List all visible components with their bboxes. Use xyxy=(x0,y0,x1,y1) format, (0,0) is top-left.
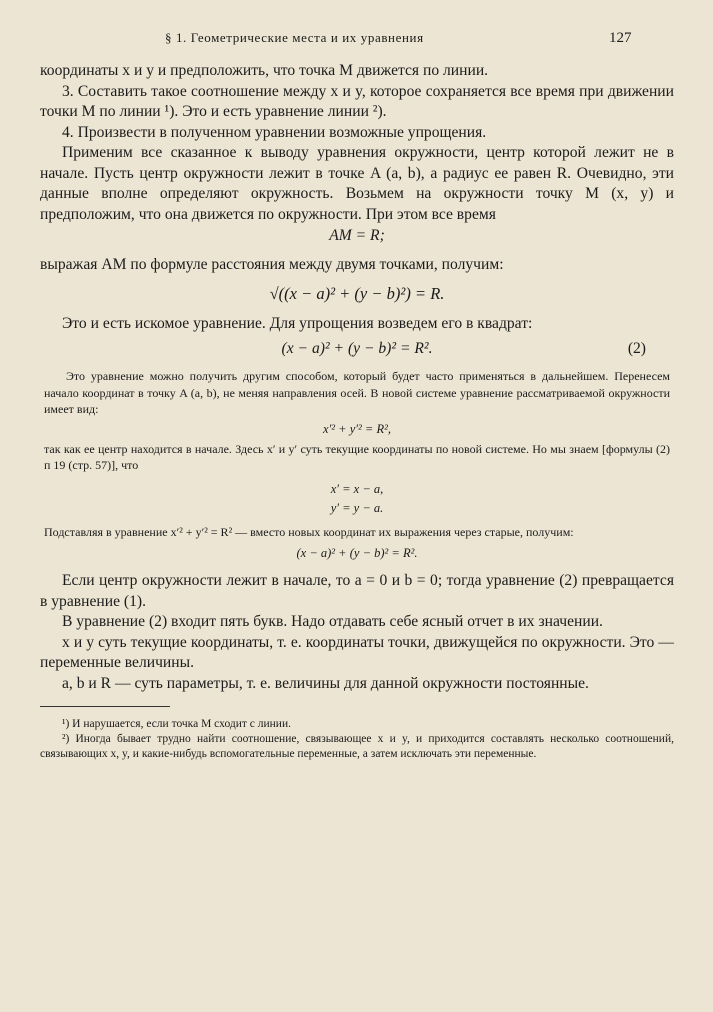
equation-number: (2) xyxy=(627,340,646,357)
page-number: 127 xyxy=(609,30,632,46)
equation-circle-text: (x − a)² + (y − b)² = R². xyxy=(281,340,433,357)
equation-circle xyxy=(40,340,674,358)
small-equation-y: y′ = y − a. xyxy=(330,500,384,515)
paragraph-8: В уравнение (2) входит пять букв. Надо отдавать себе ясный отчет в их значении. xyxy=(62,613,603,630)
small-equation-x: x′ = x − a, xyxy=(330,481,384,496)
small-paragraph-3: Подставляя в уравнение x′² + y′² = R² — вместо новых координат их выражения через старые, получим: xyxy=(44,524,574,539)
footnote-2: ²) Иногда бывает трудно найти соотношение, связывающее x и y, и приходится составлять несколько соотношений, связывающих x, y, и какие-нибудь вспомогательные переменные, а затем исключать эти переменные. xyxy=(40,733,674,760)
paragraph-4: Применим все сказанное к выводу уравнения окружности, центр которой лежит не в начале. Пусть центр окружности лежит в точке A (a, b), а радиус ее равен R. Очевидно, эти данные вполне определяют окружность. Возьмем на окружности точку M (x, y) и предположим, что она движется по окружности. При этом все время xyxy=(40,144,674,223)
paragraph-3: 4. Произвести в полученном уравнении возможные упрощения. xyxy=(62,123,487,141)
running-header xyxy=(0,30,713,50)
paragraph-9: x и y суть текущие координаты, т. е. координаты точки, движущейся по окружности. Это — переменные величины. xyxy=(40,633,674,671)
small-equation-result: (x − a)² + (y − b)² = R². xyxy=(296,546,418,560)
small-paragraph-1: Это уравнение можно получить другим способом, который будет часто применяться в дальнейшем. Перенесем начало координат в точку A (a, b), не меняя направления осей. В новой системе уравнение рассматриваемой окружности имеет вид: xyxy=(44,369,670,416)
small-equation-new: x′² + y′² = R², xyxy=(323,421,391,436)
page-content xyxy=(40,61,674,762)
equation-distance: √((x − a)² + (y − b)²) = R. xyxy=(269,283,445,303)
small-paragraph-2: так как ее центр находится в начале. Здесь x′ и y′ суть текущие координаты по новой системе. Но мы знаем [формулы (2) п 19 (стр. 57)], что xyxy=(44,441,670,472)
header-title: § 1. Геометрические места и их уравнения xyxy=(165,30,424,45)
paragraph-10: a, b и R — суть параметры, т. е. величины для данной окружности постоянные. xyxy=(62,674,589,692)
footnote-1: ¹) И нарушается, если точка M сходит с линии. xyxy=(62,718,291,730)
paragraph-7: Если центр окружности лежит в начале, то a = 0 и b = 0; тогда уравнение (2) превращается в уравнение (1). xyxy=(40,572,674,610)
paragraph-6: Это и есть искомое уравнение. Для упрощения возведем его в квадрат: xyxy=(62,314,533,332)
paragraph-2: 3. Составить такое соотношение между x и y, которое сохраняется все время при движении точки M по линии ¹). Это и есть уравнение линии ²). xyxy=(40,82,674,120)
equation-am-r: AM = R; xyxy=(329,227,385,244)
paragraph-5: выражая AM по формуле расстояния между двумя точками, получим: xyxy=(40,256,504,273)
small-print-block xyxy=(40,368,674,561)
footnote-divider xyxy=(40,706,170,707)
paragraph-1: координаты x и y и предположить, что точка M движется по линии. xyxy=(40,62,489,79)
